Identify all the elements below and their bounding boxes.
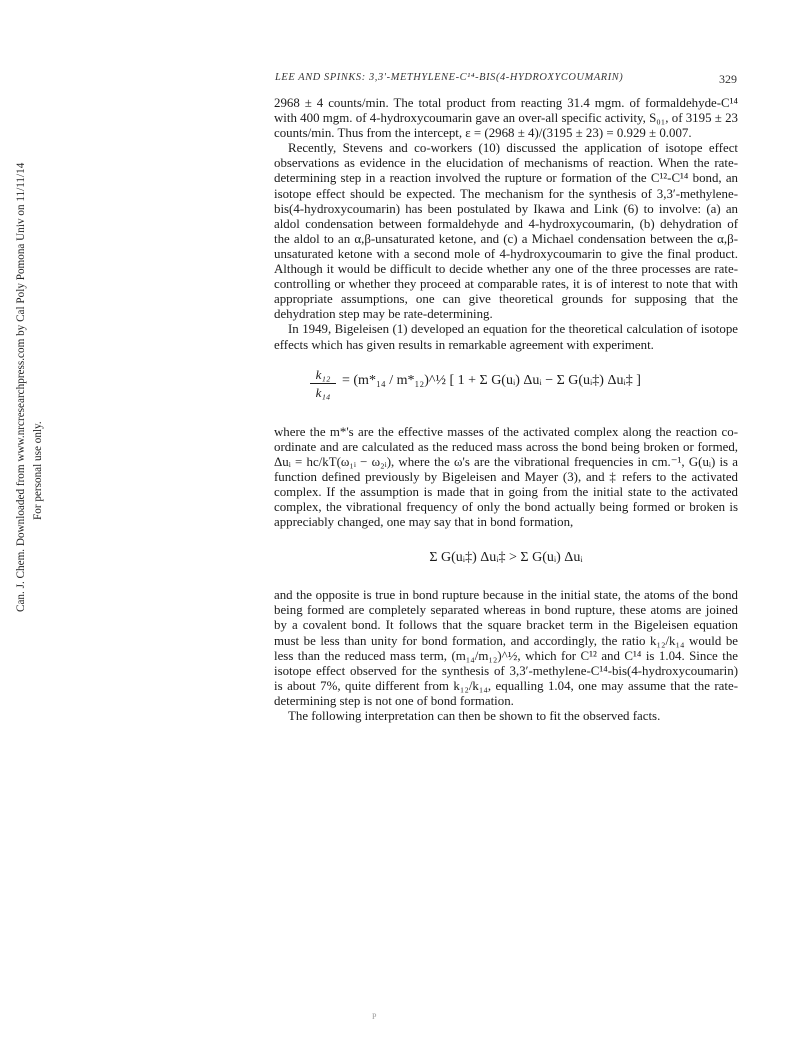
paragraph-bigeleisen: In 1949, Bigeleisen (1) developed an equation for the theoretical calculation of isotope effects which has given results in remarkable agreement with experiment. [274,322,738,352]
download-notice-sidebar [2,0,46,760]
equation-right-side: = (m*₁₄ / m*₁₂)^½ [ 1 + Σ G(uᵢ) Δuᵢ − Σ G(uᵢ‡) Δuᵢ‡ ] [342,372,641,388]
paragraph-bond-rupture: and the opposite is true in bond rupture because in the initial state, the atoms of the bond being formed are completely separated whereas in bond rupture, these atoms are joined by a covalent bond. It follows that the square bracket term in the Bigeleisen equation must be less than unity for bond formation, and accordingly, the ratio k₁₂/k₁₄ would be less than the reduced mass term, (m₁₄/m₁₂)^½, which for C¹² and C¹⁴ is 1.04. Since the isotope effect observed for the synthesis of 3,3′-methylene-C¹⁴-bis(4-hydroxycoumarin) is about 7%, quite different from k₁₂/k₁₄, equalling 1.04, one may assume that the rate-determining step is not one of bond formation. [274,588,738,708]
download-notice-line: Can. J. Chem. Downloaded from www.nrcresearchpress.com by Cal Poly Pomona Univ on 11/11/14 [15,162,27,612]
bigeleisen-equation [274,361,738,419]
paragraph-interpretation: The following interpretation can then be shown to fit the observed facts. [288,709,661,723]
bond-formation-inequality: Σ G(uᵢ‡) Δuᵢ‡ > Σ G(uᵢ) Δuᵢ [429,550,583,566]
rate-ratio-fraction [310,367,336,400]
running-header [275,72,737,90]
personal-use-notice: For personal use only. [32,421,44,520]
fraction-numerator: k₁₂ [310,367,336,384]
footer-mark: P [372,1012,377,1021]
paragraph-definitions: where the m*'s are the effective masses of the activated complex along the reaction co-ordinate and are calculated as the reduced mass across the bond being broken or formed, Δuᵢ = hc/kT(ω₁ᵢ − ω₂ᵢ), where the ω's are the vibrational frequencies in cm.⁻¹, G(uᵢ) is a function defined previously by Bigeleisen and Mayer (3), and ‡ refers to the activated complex. If the assumption is made that in going from the initial state to the activated complex, the vibrational frequency of only the bond actually being formed or broken is appreciably changed, one may say that in bond formation, [274,424,738,530]
page-number: 329 [719,72,737,86]
article-body [274,96,738,724]
fraction-denominator: k₁₄ [315,384,331,400]
running-title: LEE AND SPINKS: 3,3′-METHYLENE-C¹⁴-BIS(4-HYDROXYCOUMARIN) [275,72,624,83]
paragraph-intercept: 2968 ± 4 counts/min. The total product from reacting 31.4 mgm. of formaldehyde-C¹⁴ with 400 mgm. of 4-hydroxycoumarin gave an over-all specific activity, S₀₁, of 3195 ± 23 counts/min. Thus from the intercept, ε = (2968 ± 4)/(3195 ± 23) = 0.929 ± 0.007. [274,96,738,141]
paragraph-mechanism: Recently, Stevens and co-workers (10) discussed the application of isotope effect observations as evidence in the elucidation of mechanisms of reaction. When the rate-determining step in a reaction involved the rupture or formation of the C¹²-C¹⁴ bond, an isotope effect should be expected. The mechanism for the synthesis of 3,3′-methylene-bis(4-hydroxycoumarin) has been postulated by Ikawa and Link (6) to involve: (a) an aldol condensation between formaldehyde and 4-hydroxycoumarin, (b) dehydration of the aldol to an α,β-unsaturated ketone, and (c) a Michael condensation between the α,β-unsaturated ketone with a second mole of 4-hydroxycoumarin to give the final product. Although it would be difficult to decide whether any one of the three processes are rate-controlling or whether they proceed at comparable rates, it is of interest to note that with appropriate assumptions, one can give theoretical grounds for supposing that the dehydration step may be rate-determining. [274,141,738,322]
